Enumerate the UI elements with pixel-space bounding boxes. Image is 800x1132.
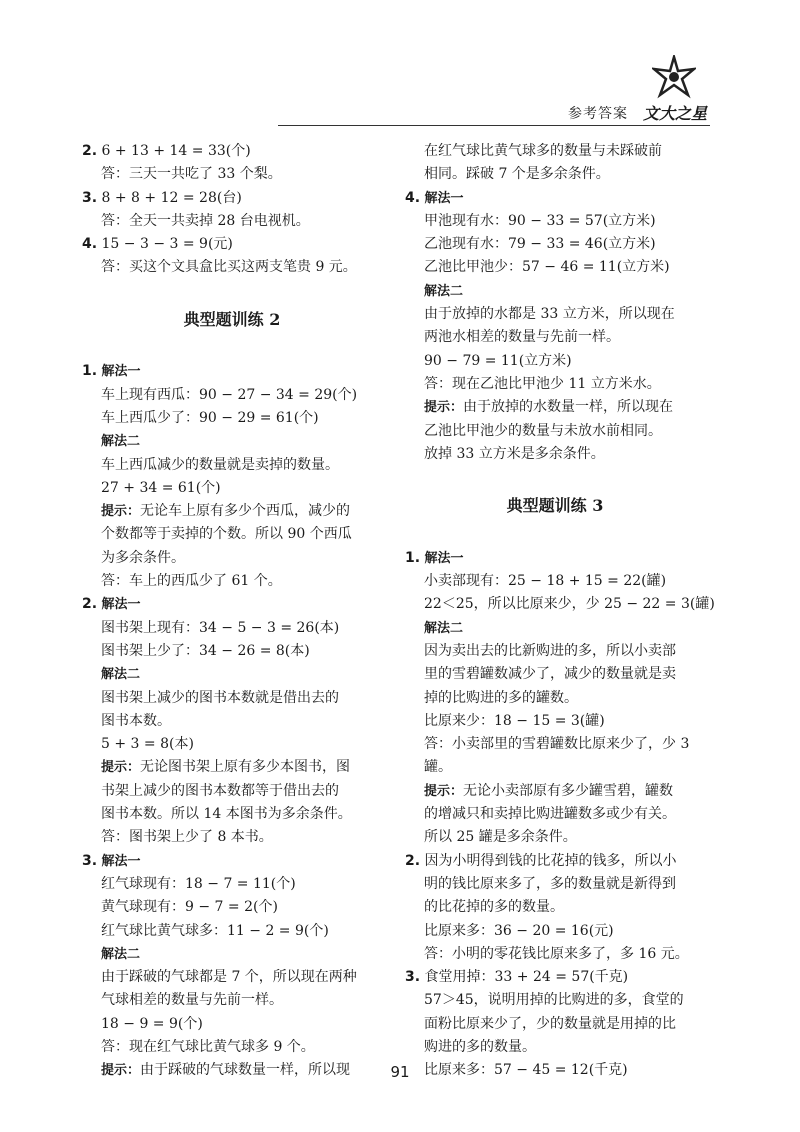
text-line: 里的雪碧罐数减少了，减少的数量就是卖: [424, 666, 676, 683]
list-item: 3. 食堂用掉：33 + 24 = 57(千克): [405, 969, 629, 986]
hint-line: 提示：由于踩破的气球数量一样，所以现: [101, 1062, 351, 1079]
answer-line: 答：现在红气球比黄气球多 9 个。: [101, 1038, 315, 1055]
answer-line: 答：车上的西瓜少了 61 个。: [101, 573, 282, 590]
brand-logo-text: 文大之星: [643, 104, 708, 123]
text-line: 5 + 3 = 8(本): [101, 736, 194, 753]
answer-line: 答：三天一共吃了 33 个梨。: [101, 166, 282, 183]
hint-label: 提示：: [101, 1063, 141, 1079]
text-line: 图书架上减少的图书本数就是借出去的: [101, 689, 339, 706]
hint-line: 提示：无论图书架上原有多少本图书，图: [101, 759, 351, 776]
text-line: 红气球比黄气球多：11 − 2 = 9(个): [101, 922, 329, 939]
text-line: 由于踩破的气球都是 7 个，所以现在两种: [101, 969, 357, 986]
text-line: 57＞45，说明用掉的比购进的多，食堂的: [424, 992, 684, 1009]
text-line: 两池水相差的数量与先前一样。: [424, 329, 620, 346]
text-line: 小卖部现有：25 − 18 + 15 = 22(罐): [424, 573, 667, 590]
item-number: 3.: [82, 189, 98, 206]
answer-line: 答：小明的零花钱比原来多了，多 16 元。: [424, 945, 689, 962]
method-label: 解法二: [424, 620, 464, 636]
hint-line: 提示：无论车上原有多少个西瓜，减少的: [101, 503, 351, 520]
text-line: 的增减只和卖掉比购进罐数多或少有关。: [424, 806, 676, 823]
list-item: [405, 187, 705, 210]
text-line: 18 − 9 = 9(个): [101, 1015, 203, 1032]
method-label: 解法一: [424, 550, 464, 566]
item-number: 3.: [405, 969, 421, 986]
item-number: 4.: [405, 189, 421, 206]
item-number: 3.: [82, 852, 98, 869]
hint-label: 提示：: [101, 760, 141, 776]
text-line: 所以 25 罐是多余条件。: [424, 829, 577, 846]
list-item: [82, 593, 382, 616]
text-line: 比原来多：36 − 20 = 16(元): [424, 922, 614, 939]
item-number: 2.: [82, 143, 98, 159]
item-number: 4.: [82, 236, 98, 253]
text-line: 22＜25，所以比原来少，少 25 − 22 = 3(罐): [424, 596, 715, 613]
text-line: 个数都等于卖掉的个数。所以 90 个西瓜: [101, 526, 352, 543]
text-line: 图书本数。所以 14 本图书为多余条件。: [101, 806, 352, 823]
method-label: 解法一: [101, 597, 141, 613]
page-header: [0, 0, 800, 130]
star-logo-icon: [652, 55, 696, 99]
list-item: 2. 因为小明得到钱的比花掉的钱多，所以小: [405, 852, 677, 869]
text-line: 因为卖出去的比新购进的多，所以小卖部: [424, 642, 676, 659]
method-label: 解法二: [101, 434, 141, 450]
section-title: 典型题训练 3: [506, 496, 604, 516]
text-line: 乙池比甲池少的数量与未放水前相同。: [424, 422, 662, 439]
answer-line: 答：现在乙池比甲池少 11 立方米水。: [424, 375, 661, 392]
answer-line: 答：图书架上少了 8 本书。: [101, 829, 273, 846]
text-line: 车上西瓜少了：90 − 29 = 61(个): [101, 409, 319, 426]
header-divider: [278, 125, 710, 126]
left-column: [82, 140, 382, 1083]
hint-line: 提示：无论小卖部原有多少罐雪碧，罐数: [424, 782, 674, 799]
hint-label: 提示：: [101, 504, 141, 520]
method-label: 解法一: [424, 190, 464, 206]
list-item: [82, 360, 382, 383]
text-line: 由于放掉的水都是 33 立方米，所以现在: [424, 306, 675, 323]
text-line: 乙池比甲池少：57 − 46 = 11(立方米): [424, 259, 670, 276]
text-line: 黄气球现有：9 − 7 = 2(个): [101, 899, 278, 916]
answer-line: 答：小卖部里的雪碧罐数比原来少了，少 3: [424, 736, 690, 753]
right-column: [405, 140, 715, 1083]
list-item: [82, 140, 382, 163]
text-line: 甲池现有水：90 − 33 = 57(立方米): [424, 212, 656, 229]
method-label: 解法一: [101, 853, 141, 869]
answer-line: 答：全天一共卖掉 28 台电视机。: [101, 212, 310, 229]
equation: 15 − 3 − 3 = 9(元): [101, 236, 233, 253]
equation: 8 + 8 + 12 = 28(台): [101, 189, 242, 206]
text-line: 图书架上现有：34 − 5 − 3 = 26(本): [101, 619, 340, 636]
text-line: 图书架上少了：34 − 26 = 8(本): [101, 642, 310, 659]
list-item: [82, 233, 382, 256]
text-line: 比原来多：57 − 45 = 12(千克): [424, 1062, 628, 1079]
method-label: 解法二: [101, 946, 141, 962]
item-number: 2.: [82, 596, 98, 613]
text-line: 明的钱比原来多了，多的数量就是新得到: [424, 875, 676, 892]
text-line: 在红气球比黄气球多的数量与未踩破前: [424, 143, 662, 159]
hint-label: 提示：: [424, 400, 464, 416]
method-label: 解法二: [101, 667, 141, 683]
text-line: 图书本数。: [101, 712, 171, 729]
text-line: 罐。: [424, 759, 452, 776]
text-line: 书架上减少的图书本数都等于借出去的: [101, 782, 339, 799]
answer-line: 答：买这个文具盒比买这两支笔贵 9 元。: [101, 259, 357, 276]
item-number: 1.: [82, 363, 98, 380]
list-item: [405, 547, 705, 570]
item-number: 1.: [405, 549, 421, 566]
hint-line: 提示：由于放掉的水数量一样，所以现在: [424, 399, 674, 416]
method-label: 解法一: [101, 364, 141, 380]
text-line: 掉的比购进的多的罐数。: [424, 689, 578, 706]
list-item: [82, 187, 382, 210]
text-line: 车上西瓜减少的数量就是卖掉的数量。: [101, 456, 339, 473]
text-line: 27 + 34 = 61(个): [101, 479, 221, 496]
method-label: 解法二: [424, 283, 464, 299]
text-line: 购进的多的数量。: [424, 1038, 536, 1055]
text-line: 相同。踩破 7 个是多余条件。: [424, 166, 610, 183]
text-line: 乙池现有水：79 − 33 = 46(立方米): [424, 236, 656, 253]
text-line: 为多余条件。: [101, 549, 185, 566]
hint-label: 提示：: [424, 783, 464, 799]
page-number: 91: [390, 1063, 410, 1081]
text-line: 放掉 33 立方米是多余条件。: [424, 445, 605, 462]
item-number: 2.: [405, 852, 421, 869]
text-line: 车上现有西瓜：90 − 27 − 34 = 29(个): [101, 386, 358, 403]
answer-key-label: 参考答案: [568, 106, 628, 122]
text-line: 面粉比原来少了，少的数量就是用掉的比: [424, 1015, 676, 1032]
equation: 6 + 13 + 14 = 33(个): [101, 143, 251, 159]
text-line: 的比花掉的多的数量。: [424, 899, 564, 916]
text-line: 气球相差的数量与先前一样。: [101, 992, 283, 1009]
list-item: [82, 850, 382, 873]
text-line: 红气球现有：18 − 7 = 11(个): [101, 875, 296, 892]
text-line: 90 − 79 = 11(立方米): [424, 352, 572, 369]
text-line: 比原来少：18 − 15 = 3(罐): [424, 712, 605, 729]
section-title: 典型题训练 2: [183, 310, 281, 330]
